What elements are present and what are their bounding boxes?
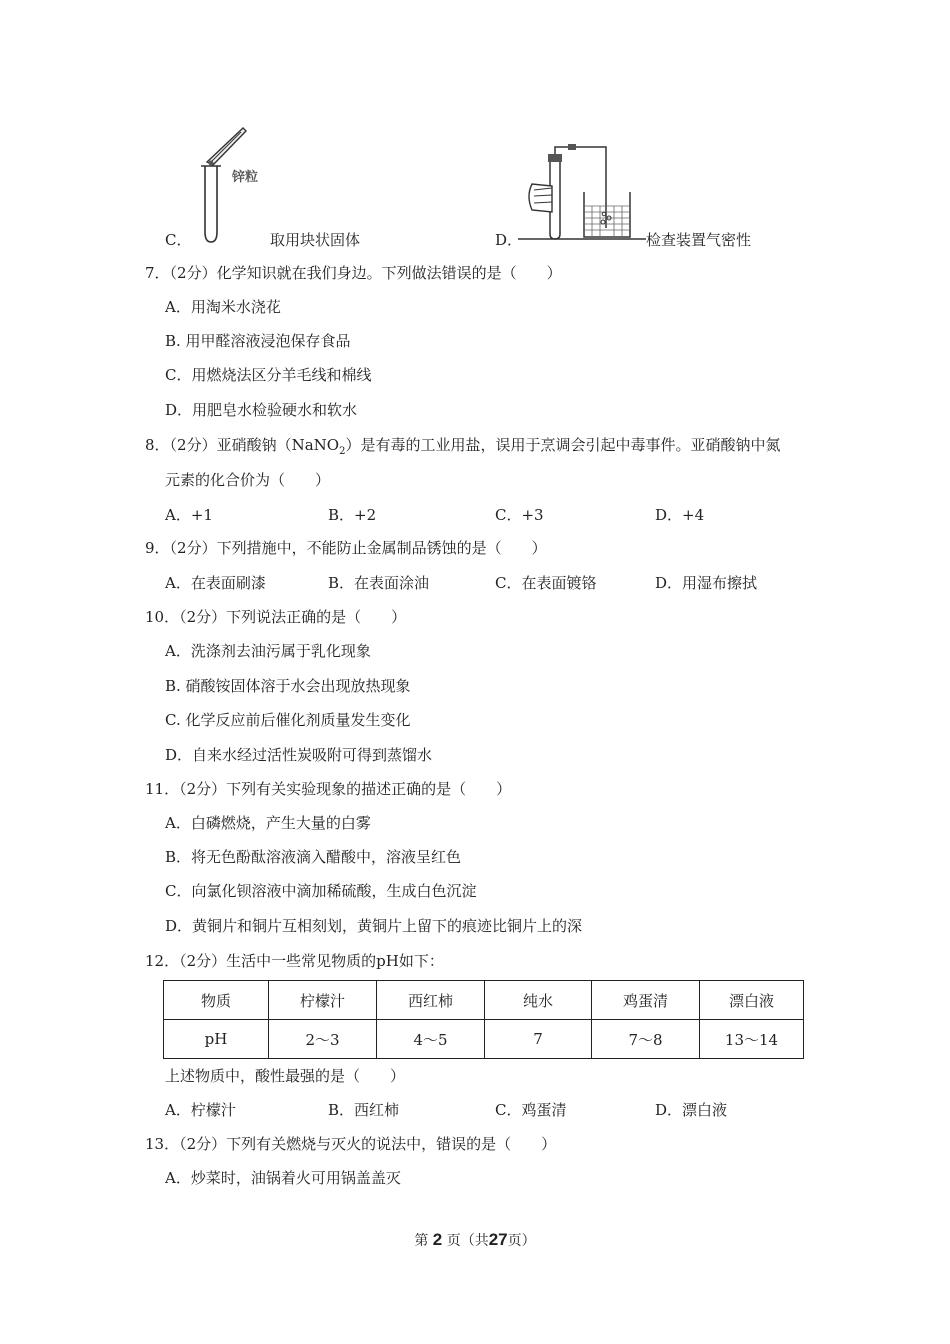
zinc-tag: 锌粒 [232,170,259,185]
q9-option-c: C．在表面镀铬 [495,574,597,592]
table-cell: 西红柿 [377,981,485,1020]
q13-option-a: A．炒菜时，油锅着火可用锅盖盖灭 [165,1169,401,1187]
q11-option-b: B．将无色酚酞溶液滴入醋酸中，溶液呈红色 [165,848,462,866]
page-footer: 第 2 页（共27页） [414,1230,536,1249]
q12-option-c: C．鸡蛋清 [495,1101,567,1119]
airtightness-apparatus-figure [518,140,648,242]
figure-c-caption: 取用块状固体 [270,231,361,249]
question-12-stem-cont: 上述物质中，酸性最强的是（ ） [165,1067,406,1085]
table-cell: pH [164,1020,269,1059]
question-number: 7． [145,264,170,282]
question-number: 11． [145,780,180,798]
question-9-stem [145,537,547,558]
q9-option-a: A．在表面刷漆 [165,574,266,592]
question-text: （2分）下列有关实验现象的描述正确的是（ ） [179,780,512,798]
question-number: 8． [145,436,170,454]
question-number: 9． [145,539,170,557]
q11-option-c: C．向氯化钡溶液中滴加稀硫酸，生成白色沉淀 [165,882,477,900]
q11-option-a: A．白磷燃烧，产生大量的白雾 [165,814,371,832]
q10-option-d: D．自来水经过活性炭吸附可得到蒸馏水 [165,746,433,764]
figure-d-label: D． [495,231,523,249]
table-cell: 纯水 [485,981,592,1020]
q9-option-d: D．用湿布擦拭 [655,574,758,592]
question-text: （2分）化学知识就在我们身边。下列做法错误的是（ ） [169,264,562,282]
q12-option-a: A．柠檬汁 [165,1101,236,1119]
question-8-stem: 8．（2分）亚硝酸钠（NaNO$_2$）是有毒的工业用盐，误用于烹调会引起中毒事件。亚硝酸钠中氮 [145,436,781,457]
question-12-stem [145,950,444,971]
question-text: （2分）下列有关燃烧与灭火的说法中，错误的是（ ） [179,1135,557,1153]
q8-option-d: D．+4 [655,506,705,524]
table-cell: 柠檬汁 [269,981,377,1020]
question-text: （2分）下列说法正确的是（ ） [179,608,407,626]
question-11-stem [145,778,511,799]
table-cell: 7 [485,1020,592,1059]
table-cell: 7～8 [592,1020,700,1059]
table-cell: 物质 [164,981,269,1020]
q7-option-a: A．用淘米水浇花 [165,298,281,316]
q12-option-b: B．西红柿 [328,1101,400,1119]
table-cell: 鸡蛋清 [592,981,700,1020]
q10-option-a: A．洗涤剂去油污属于乳化现象 [165,642,371,660]
q8-option-c: C．+3 [495,506,544,524]
question-text: （2分）下列措施中，不能防止金属制品锈蚀的是（ ） [169,539,547,557]
question-10-stem [145,606,406,627]
q10-option-b: B. 硝酸铵固体溶于水会出现放热现象 [165,677,411,695]
q8-option-a: A．+1 [165,506,213,524]
question-7-stem [145,262,562,283]
table-cell: 2～3 [269,1020,377,1059]
figure-c-label: C． [165,231,192,249]
q7-option-c: C．用燃烧法区分羊毛线和棉线 [165,366,372,384]
table-row [164,1020,804,1059]
q8-option-b: B．+2 [328,506,377,524]
question-13-stem [145,1133,556,1154]
q7-option-b: B. 用甲醛溶液浸泡保存食品 [165,332,351,350]
table-cell: 漂白液 [700,981,804,1020]
figure-d-caption: 检查装置气密性 [646,231,752,249]
q10-option-c: C. 化学反应前后催化剂质量发生变化 [165,711,411,729]
q12-option-d: D．漂白液 [655,1101,728,1119]
q7-option-d: D．用肥皂水检验硬水和软水 [165,401,358,419]
question-text: （2分）生活中一些常见物质的pH如下： [179,952,444,970]
ph-table [163,980,804,1059]
table-header-row [164,981,804,1020]
question-number: 13． [145,1135,180,1153]
question-number: 10． [145,608,180,626]
question-number: 12． [145,952,180,970]
page-total: 27 [488,1230,508,1249]
q11-option-d: D．黄铜片和铜片互相刻划，黄铜片上留下的痕迹比铜片上的深 [165,917,583,935]
q9-option-b: B．在表面涂油 [328,574,430,592]
page-number: 2 [432,1230,443,1249]
table-cell: 4～5 [377,1020,485,1059]
table-cell: 13～14 [700,1020,804,1059]
question-8-stem-cont: 元素的化合价为（ ） [165,471,331,489]
